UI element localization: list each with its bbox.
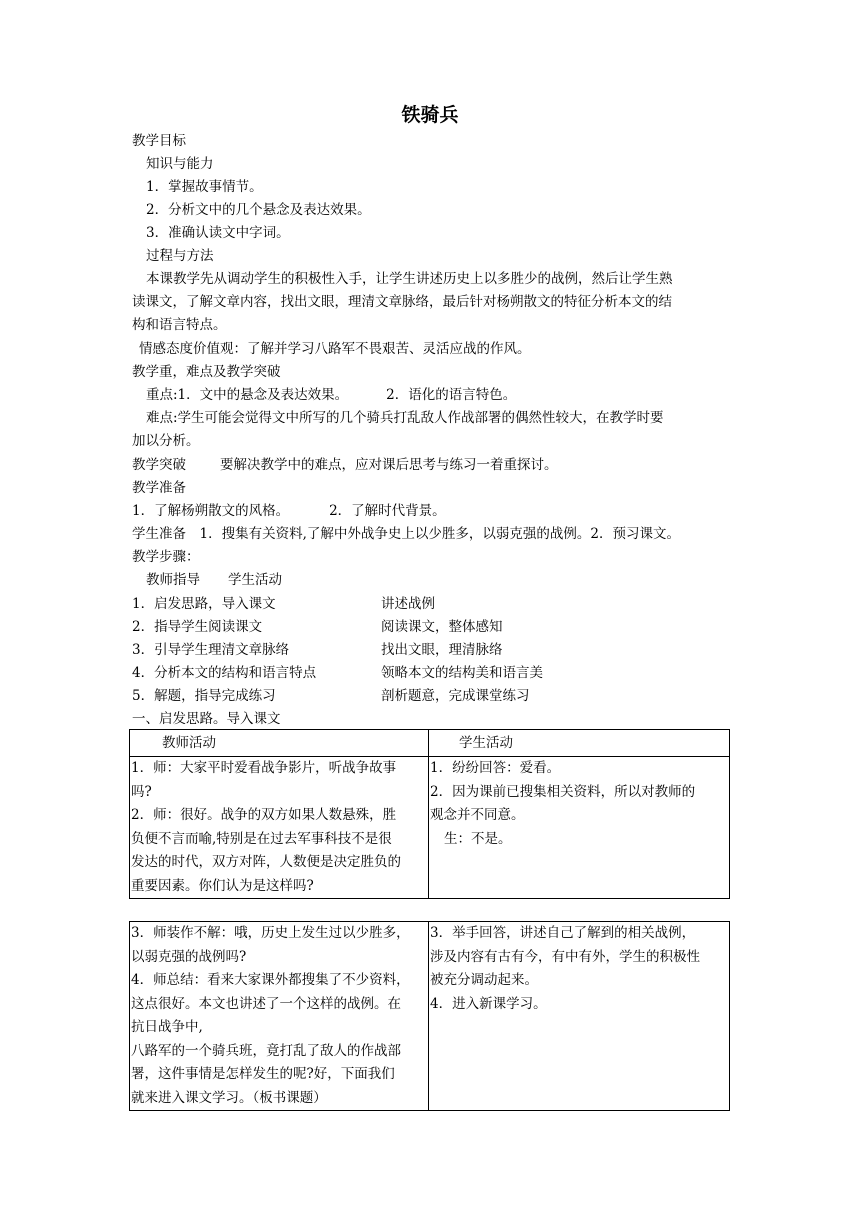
steps-heading: 教学步骤： [132,549,200,565]
steps-col-teacher: 教师指导 [146,572,200,588]
step-student: 阅读课文，整体感知 [381,619,503,635]
table-row [130,757,730,899]
cell-line: 1．纷纷回答：爱看。 [430,760,561,776]
cell-line: 被充分调动起来。 [430,972,538,988]
steps-columns [146,570,282,590]
cell-line: 2．师：很好。战争的双方如果人数悬殊，胜 [131,807,397,823]
prep-line [132,501,446,521]
cell-line: 3．师装作不解：哦，历史上发生过以少胜多， [131,925,410,941]
key-points-line [146,385,516,405]
cell-line: 生：不是。 [444,830,512,847]
cell-line: 重要因素。你们认为是这样吗? [131,877,314,894]
cell-line: 这点很好。本文也讲述了一个这样的战例。在 [131,995,401,1012]
student-activity-cell [429,922,730,1111]
cell-line: 1．师：大家平时爱看战争影片，听战争故事 [131,760,397,776]
knowledge-heading: 知识与能力 [146,156,214,172]
step-teacher: 4．分析本文的结构和语言特点 [132,665,317,681]
knowledge-item: 2．分析文中的几个悬念及表达效果。 [146,202,371,218]
step-student: 找出文眼，理清脉络 [381,642,503,658]
difficulty-line: 加以分析。 [132,433,200,449]
step-teacher: 5．解题，指导完成练习 [132,688,276,704]
cell-line: 观念并不同意。 [430,807,525,823]
process-paragraph-line: 构和语言特点。 [132,317,227,333]
breakthrough-label: 教学突破 [132,457,186,473]
step-teacher: 3．引导学生理清文章脉络 [132,642,290,658]
activity-table-1 [129,729,730,899]
goals-heading: 教学目标 [132,133,186,149]
step-student: 讲述战例 [381,596,435,612]
difficulty-line: 难点:学生可能会觉得文中所写的几个骑兵打乱敌人作战部署的偶然性较大，在教学时要 [146,410,664,426]
breakthrough-text: 要解决教学中的难点，应对课后思考与练习一着重探讨。 [220,457,558,473]
document-title: 铁骑兵 [401,104,459,126]
student-prep-line: 学生准备 1．搜集有关资料,了解中外战争史上以少胜多，以弱克强的战例。2．预习课文。 [132,526,680,542]
key-point-1: 重点:1．文中的悬念及表达效果。 [146,387,349,403]
cell-line: 3．举手回答，讲述自己了解到的相关战例， [430,925,696,941]
step-teacher: 1．启发思路，导入课文 [132,596,276,612]
prep-heading: 教学准备 [132,480,186,496]
process-paragraph-line: 本课教学先从调动学生的积极性入手，让学生讲述历史上以多胜少的战例，然后让学生熟 [146,271,673,287]
cell-line: 署，这件事情是怎样发生的呢?好，下面我们 [131,1066,395,1082]
key-point-2: 2．语化的语言特色。 [386,387,517,403]
table-header-row [130,730,730,757]
cell-line: 4．进入新课学习。 [430,995,547,1012]
cell-line: 2．因为课前已搜集相关资料，所以对教师的 [430,783,696,800]
cell-line: 涉及内容有古有今，有中有外，学生的积极性 [430,948,700,965]
header-teacher-activity: 教师活动 [130,730,429,757]
key-heading: 教学重，难点及教学突破 [132,364,281,380]
knowledge-item: 3．准确认读文中字词。 [146,225,290,241]
knowledge-item: 1．掌握故事情节。 [146,179,263,195]
breakthrough-line [132,455,558,475]
step-student: 领略本文的结构美和语言美 [381,665,543,681]
steps-col-student: 学生活动 [228,572,282,588]
cell-line: 吗? [131,783,152,800]
student-activity-cell [429,757,730,899]
teacher-activity-cell [130,922,429,1111]
process-paragraph-line: 读课文，了解文章内容，找出文眼，理清文章脉络，最后针对杨朔散文的特征分析本文的结 [132,294,672,310]
prep-item-1: 1．了解杨朔散文的风格。 [132,503,290,519]
cell-line: 负便不言而喻,特别是在过去军事科技不是很 [131,830,392,847]
cell-line: 抗日战争中, [131,1019,203,1035]
cell-line: 发达的时代，双方对阵，人数便是决定胜负的 [131,854,401,870]
table-row [130,922,730,1111]
cell-line: 4．师总结：看来大家课外都搜集了不少资料， [131,972,410,988]
step-teacher: 2．指导学生阅读课文 [132,619,263,635]
process-heading: 过程与方法 [146,248,214,264]
cell-line: 就来进入课文学习。（板书课题） [131,1089,327,1106]
section-one-heading: 一、启发思路。导入课文 [132,711,281,727]
cell-line: 以弱克强的战例吗? [131,948,247,965]
attitude-line: 情感态度价值观：了解并学习八路军不畏艰苦、灵活应战的作风。 [139,341,531,357]
prep-item-2: 2．了解时代背景。 [329,503,446,519]
teacher-activity-cell [130,757,429,899]
step-student: 剖析题意，完成课堂练习 [381,688,530,704]
activity-table-2 [129,921,730,1111]
cell-line: 八路军的一个骑兵班，竟打乱了敌人的作战部 [131,1042,401,1059]
header-student-activity: 学生活动 [429,730,730,757]
